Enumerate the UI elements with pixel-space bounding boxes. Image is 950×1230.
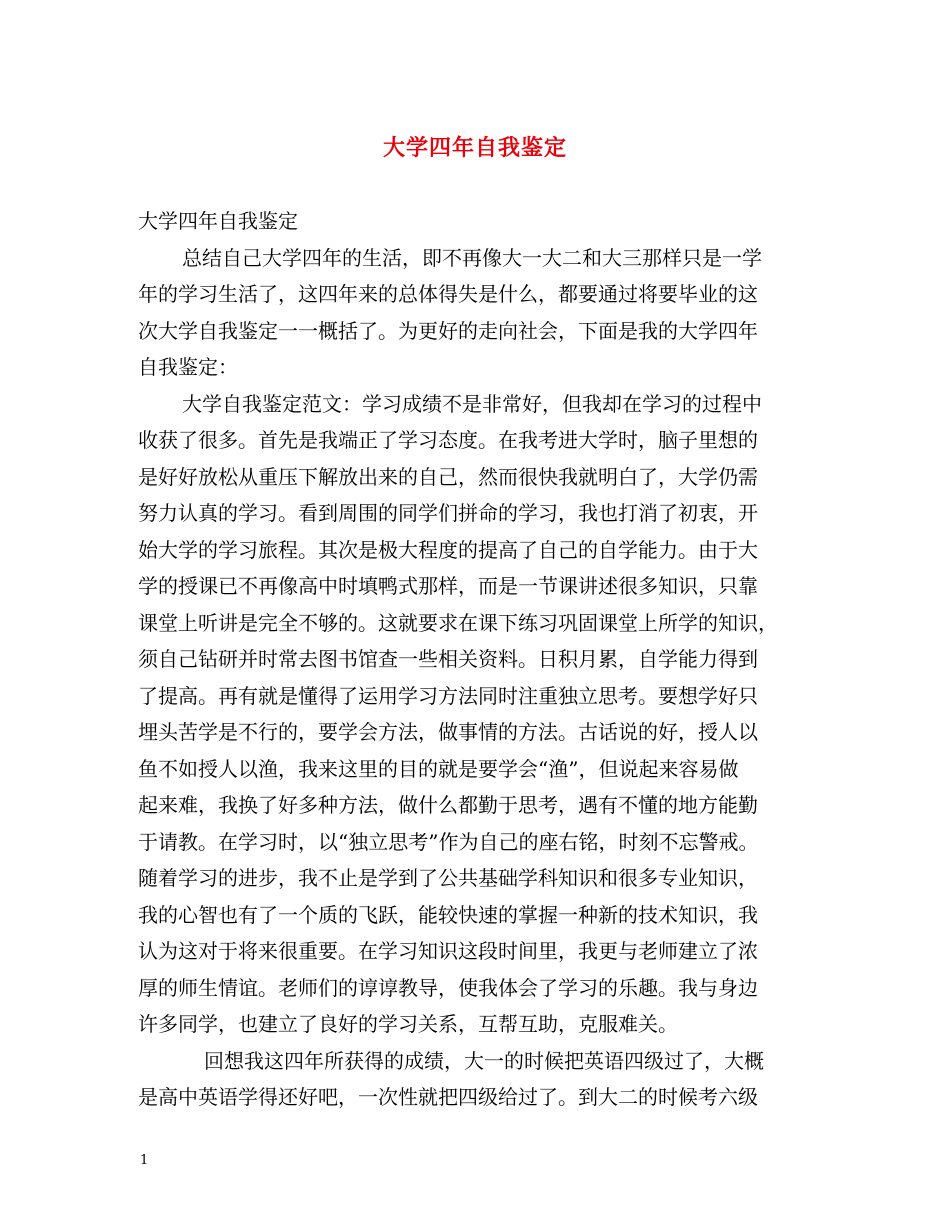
paragraph-line: 年的学习生活了，这四年来的总体得失是什么，都要通过将要毕业的这 <box>138 282 758 306</box>
paragraph-line: 于请教。在学习时，以“独立思考”作为自己的座右铭，时刻不忘警戒。 <box>138 829 759 854</box>
paragraph-line: 厚的师生情谊。老师们的谆谆教导，使我体会了学习的乐趣。我与身边 <box>138 975 758 1000</box>
paragraph-line: 须自己钻研并时常去图书馆查一些相关资料。日积月累，自学能力得到 <box>138 647 758 671</box>
page-number: 1 <box>140 1153 149 1168</box>
paragraph-line: 埋头苦学是不行的，要学会方法，做事情的方法。古话说的好，授人以 <box>138 720 758 744</box>
paragraph-line: 了提高。再有就是懂得了运用学习方法同时注重独立思考。要想学好只 <box>138 683 758 708</box>
paragraph-line: 次大学自我鉴定一一概括了。为更好的走向社会，下面是我的大学四年 <box>138 318 758 343</box>
paragraph-line: 是高中英语学得还好吧，一次性就把四级给过了。到大二的时候考六级 <box>138 1085 758 1109</box>
paragraph-line: 课堂上听讲是完全不够的。这就要求在课下练习巩固课堂上所学的知识， <box>138 610 778 635</box>
document-title: 大学四年自我鉴定 <box>382 135 567 161</box>
paragraph-line: 许多同学，也建立了良好的学习关系，互帮互助，克服难关。 <box>138 1012 678 1036</box>
paragraph-line: 收获了很多。首先是我端正了学习态度。在我考进大学时，脑子里想的 <box>138 428 758 452</box>
paragraph-line: 起来难，我换了好多种方法，做什么都勤于思考，遇有不懂的地方能勤 <box>138 793 758 817</box>
paragraph-line: 是好好放松从重压下解放出来的自己，然而很快我就明白了，大学仍需 <box>138 464 758 489</box>
paragraph-line: 大学自我鉴定范文：学习成绩不是非常好，但我却在学习的过程中 <box>182 391 762 416</box>
subtitle-line: 大学四年自我鉴定 <box>138 209 298 233</box>
paragraph-line: 认为这对于将来很重要。在学习知识这段时间里，我更与老师建立了浓 <box>138 939 758 963</box>
paragraph-line: 总结自己大学四年的生活，即不再像大一大二和大三那样只是一学 <box>182 245 762 270</box>
paragraph-line: 随着学习的进步，我不止是学到了公共基础学科知识和很多专业知识， <box>138 866 758 890</box>
paragraph-line: 学的授课已不再像高中时填鸭式那样，而是一节课讲述很多知识，只靠 <box>138 574 758 598</box>
paragraph-line: 我的心智也有了一个质的飞跃，能较快速的掌握一种新的技术知识，我 <box>138 902 758 927</box>
paragraph-line: 努力认真的学习。看到周围的同学们拼命的学习，我也打消了初衷，开 <box>138 501 758 525</box>
document-body <box>138 203 828 1116</box>
paragraph-line: 始大学的学习旅程。其次是极大程度的提高了自己的自学能力。由于大 <box>138 537 758 562</box>
paragraph-line: 自我鉴定： <box>138 355 238 379</box>
paragraph-line: 回想我这四年所获得的成绩，大一的时候把英语四级过了，大概 <box>204 1048 764 1073</box>
paragraph-line: 鱼不如授人以渔，我来这里的目的就是要学会“渔”，但说起来容易做 <box>138 756 739 781</box>
